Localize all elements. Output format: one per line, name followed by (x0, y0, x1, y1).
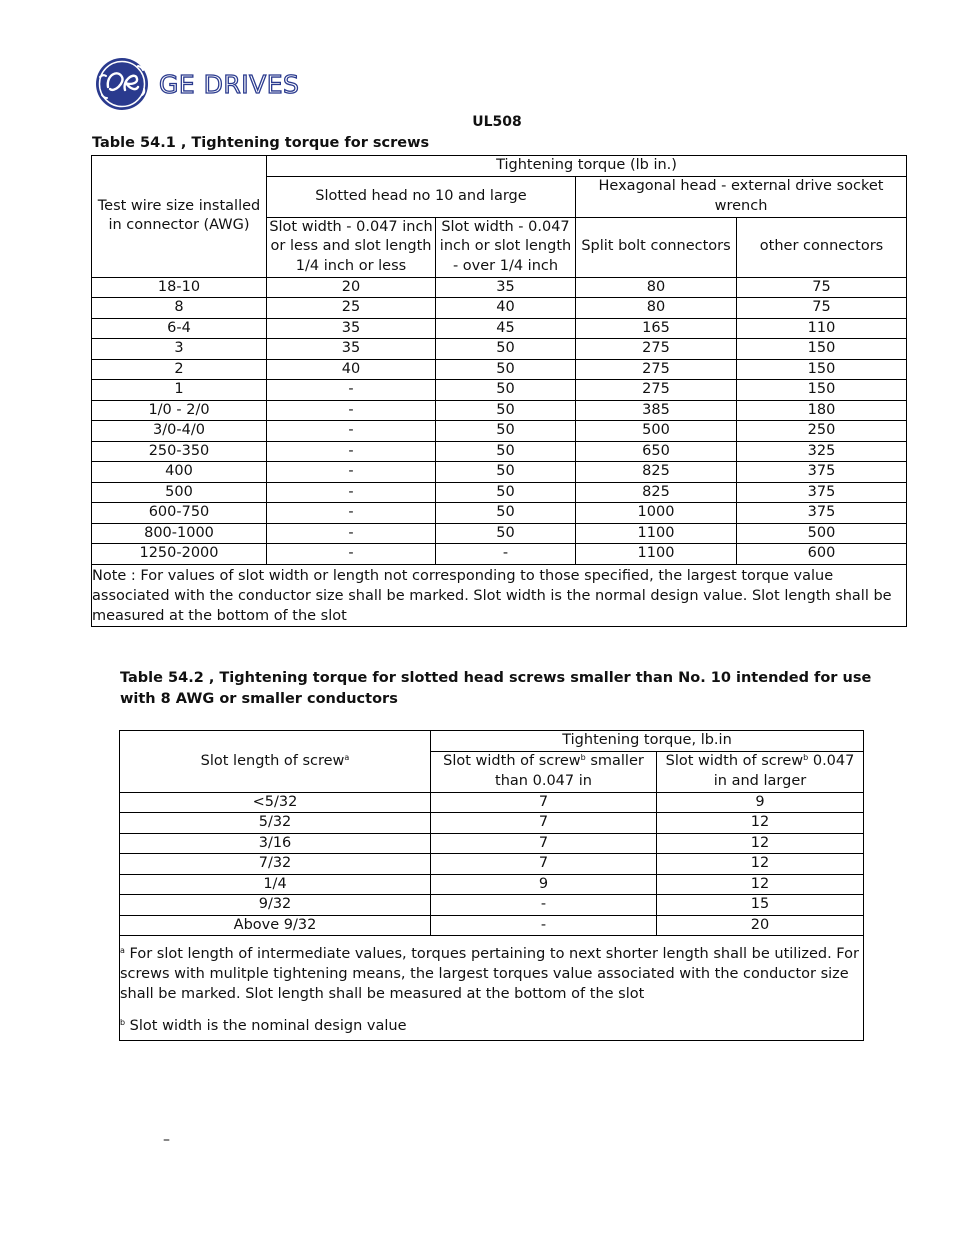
table-cell: 2 (92, 359, 267, 380)
table-cell: 325 (737, 441, 907, 462)
table-cell: 12 (657, 813, 864, 834)
table-cell: 275 (576, 380, 737, 401)
table-cell: 9/32 (120, 895, 431, 916)
table-cell: 20 (267, 277, 436, 298)
table-cell: 7 (431, 792, 657, 813)
ge-monogram-icon (92, 57, 154, 111)
table-row (120, 915, 864, 936)
table-cell: - (267, 482, 436, 503)
table-cell: 12 (657, 833, 864, 854)
table-cell: 7 (431, 813, 657, 834)
table1-note: Note : For values of slot width or length not corresponding to those specified, the largest torque value associated with the conductor size shall be marked. Slot width is the normal design value. Slot length shall be measured at the bottom of the slot (92, 564, 907, 626)
table-row (92, 544, 907, 565)
table-cell: - (431, 915, 657, 936)
table-cell: Above 9/32 (120, 915, 431, 936)
table-cell: 75 (737, 298, 907, 319)
table-row (120, 813, 864, 834)
table-cell: 400 (92, 462, 267, 483)
table-cell: 8 (92, 298, 267, 319)
table-cell: 150 (737, 339, 907, 360)
table-cell: 50 (436, 503, 576, 524)
table-cell: 6-4 (92, 318, 267, 339)
table-cell: - (267, 462, 436, 483)
table-cell: 12 (657, 854, 864, 875)
table-cell: 825 (576, 462, 737, 483)
footnote-a: $^a$ For slot length of intermediate values, torques pertaining to next shorter length shall be utilized. For screws with mulitple tightening means, the largest torques value associated with the conductor size shall be marked. Slot length shall be measured at the bottom of the slot (120, 946, 859, 1002)
table-cell: 3 (92, 339, 267, 360)
table-cell: 150 (737, 359, 907, 380)
company-logo (92, 57, 299, 111)
table1-slotted-header: Slotted head no 10 and large (267, 176, 576, 217)
table-cell: 50 (436, 421, 576, 442)
table-row (92, 318, 907, 339)
table-row (92, 503, 907, 524)
table-cell: 500 (737, 523, 907, 544)
table-row (92, 462, 907, 483)
table-cell: 275 (576, 339, 737, 360)
table-cell: 600-750 (92, 503, 267, 524)
table2-footnotes (120, 936, 864, 1041)
table-cell: 250 (737, 421, 907, 442)
table-row (120, 854, 864, 875)
table-cell: 275 (576, 359, 737, 380)
table-row (120, 895, 864, 916)
table2-caption: Table 54.2 , Tightening torque for slotted head screws smaller than No. 10 intended for use with 8 AWG or smaller conductors (120, 670, 872, 707)
table-cell: 25 (267, 298, 436, 319)
table-cell: 9 (657, 792, 864, 813)
table1-hex-header: Hexagonal head - external drive socket wrench (576, 176, 907, 217)
table-cell: 180 (737, 400, 907, 421)
table-cell: 1 (92, 380, 267, 401)
table-cell: 50 (436, 523, 576, 544)
table-cell: 150 (737, 380, 907, 401)
table-cell: - (267, 421, 436, 442)
table-cell: 50 (436, 400, 576, 421)
table-cell: - (267, 503, 436, 524)
document-title: UL508 (472, 114, 522, 130)
table-cell: 385 (576, 400, 737, 421)
table-cell: 12 (657, 874, 864, 895)
table-cell: 40 (267, 359, 436, 380)
table-cell: - (431, 895, 657, 916)
table-cell: 600 (737, 544, 907, 565)
table-row (92, 380, 907, 401)
footer-dash: – (163, 1132, 170, 1148)
table-cell: 20 (657, 915, 864, 936)
table-cell: 250-350 (92, 441, 267, 462)
table1-subheader: other connectors (737, 217, 907, 277)
table-cell: 165 (576, 318, 737, 339)
table-cell: 1100 (576, 523, 737, 544)
table-cell: 7/32 (120, 854, 431, 875)
table1-col0-header: Test wire size installed in connector (AWG) (92, 156, 267, 278)
table-row (120, 833, 864, 854)
table1-subheader: Split bolt connectors (576, 217, 737, 277)
table-cell: 375 (737, 462, 907, 483)
table-cell: - (267, 380, 436, 401)
table-cell: 45 (436, 318, 576, 339)
table-cell: 375 (737, 503, 907, 524)
table-cell: 7 (431, 833, 657, 854)
table-cell: 375 (737, 482, 907, 503)
table-cell: 50 (436, 482, 576, 503)
table-cell: 800-1000 (92, 523, 267, 544)
table1-subheader: Slot width - 0.047 inch or slot length - over 1/4 inch (436, 217, 576, 277)
table-cell: - (267, 441, 436, 462)
table-cell: 3/16 (120, 833, 431, 854)
table-row (92, 441, 907, 462)
table1 (91, 155, 907, 627)
table-cell: 5/32 (120, 813, 431, 834)
table-cell: 1250-2000 (92, 544, 267, 565)
table-cell: 3/0-4/0 (92, 421, 267, 442)
table-row (92, 421, 907, 442)
table-cell: 1/0 - 2/0 (92, 400, 267, 421)
table-row (120, 792, 864, 813)
table-cell: <5/32 (120, 792, 431, 813)
table-row (92, 298, 907, 319)
table1-group-header: Tightening torque (lb in.) (267, 156, 907, 177)
table2-subheader: Slot width of screw$^b$ smaller than 0.047 in (431, 751, 657, 792)
table-cell: 80 (576, 298, 737, 319)
table2-subheader: Slot width of screw$^b$ 0.047 in and larger (657, 751, 864, 792)
table-row (92, 523, 907, 544)
table-row (92, 277, 907, 298)
table-cell: 15 (657, 895, 864, 916)
table1-subheader: Slot width - 0.047 inch or less and slot length 1/4 inch or less (267, 217, 436, 277)
table-row (120, 874, 864, 895)
table-cell: 650 (576, 441, 737, 462)
table-cell: 7 (431, 854, 657, 875)
logo-text: GE DRIVES (159, 69, 300, 99)
table-cell: - (267, 523, 436, 544)
table-cell: 50 (436, 441, 576, 462)
table-cell: 35 (436, 277, 576, 298)
table-row (92, 359, 907, 380)
table-cell: 35 (267, 318, 436, 339)
table-cell: 50 (436, 359, 576, 380)
table1-caption: Table 54.1 , Tightening torque for screws (92, 135, 430, 151)
table-row (92, 482, 907, 503)
table-cell: - (436, 544, 576, 565)
footnote-b: $^b$ Slot width is the nominal design value (120, 1018, 407, 1034)
table-row (92, 339, 907, 360)
table-cell: 500 (576, 421, 737, 442)
table-cell: 75 (737, 277, 907, 298)
table-cell: - (267, 400, 436, 421)
table-cell: 500 (92, 482, 267, 503)
table-cell: 80 (576, 277, 737, 298)
table-cell: - (267, 544, 436, 565)
table-cell: 35 (267, 339, 436, 360)
table2-col0-header: Slot length of screw$^a$ (120, 731, 431, 793)
table2-group-header: Tightening torque, lb.in (431, 731, 864, 752)
table-cell: 825 (576, 482, 737, 503)
table-cell: 50 (436, 462, 576, 483)
table-cell: 50 (436, 380, 576, 401)
table2 (119, 730, 864, 1041)
table-cell: 110 (737, 318, 907, 339)
table-cell: 18-10 (92, 277, 267, 298)
table-cell: 9 (431, 874, 657, 895)
table-cell: 40 (436, 298, 576, 319)
table-cell: 1100 (576, 544, 737, 565)
table-cell: 50 (436, 339, 576, 360)
table-cell: 1000 (576, 503, 737, 524)
table-row (92, 400, 907, 421)
table-cell: 1/4 (120, 874, 431, 895)
